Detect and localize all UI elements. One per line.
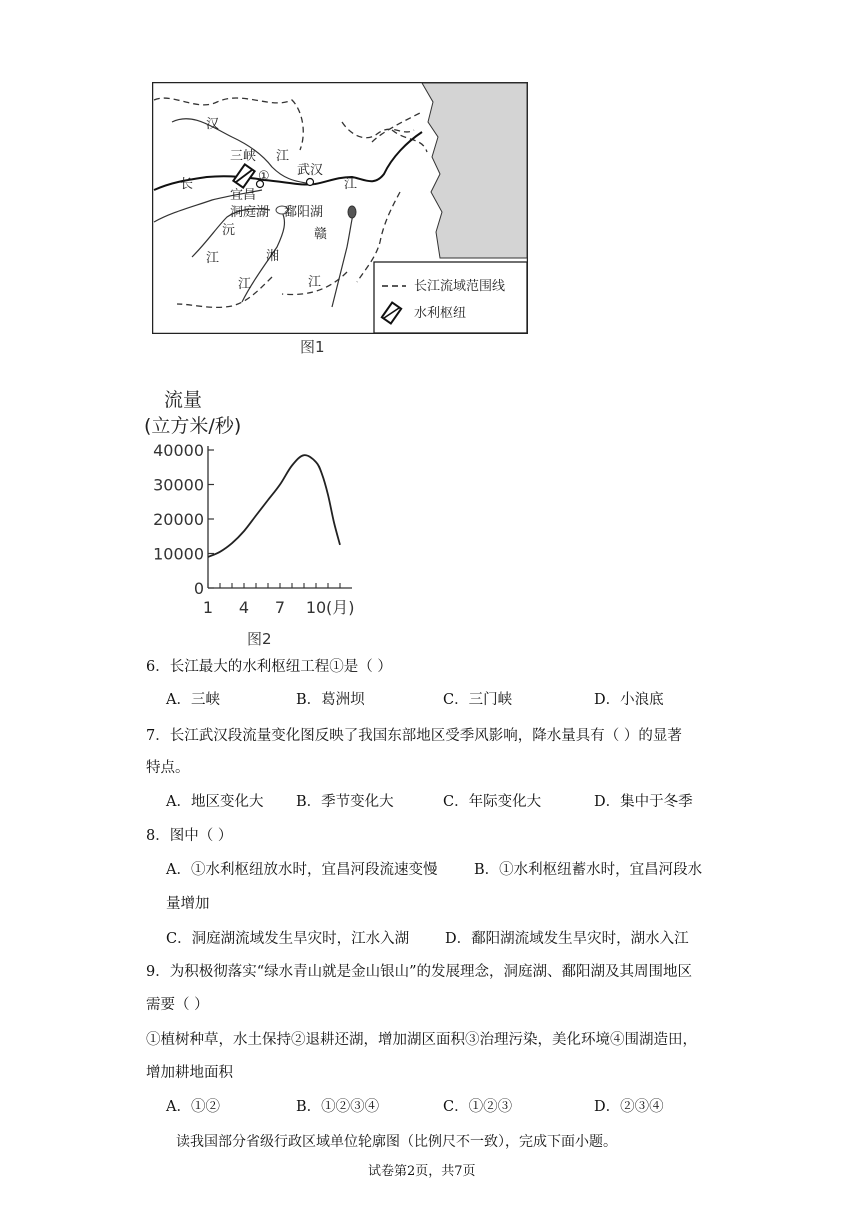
x-tick-label: 7 [274,598,286,617]
q7-option-c: C．年际变化大 [443,794,542,810]
y-tick-label: 40000 [153,441,204,460]
q8-option-b: B．①水利枢纽蓄水时，宜昌河段水 [474,862,703,878]
map-label: 江 [344,177,358,192]
map-label: 赣 [314,227,328,242]
map-label: 江 [276,149,290,164]
hub-number-label: ① [258,169,270,184]
q8-option-b-cont: 量增加 [166,896,210,912]
map-label: 三峡 [230,149,257,164]
x-tick-label: 4 [238,598,250,617]
figure2-label: 图2 [247,630,272,648]
y-tick-label: 10000 [153,544,204,564]
y-tick-label: 30000 [153,475,204,495]
page-footer: 试卷第2页，共7页 [368,1164,476,1179]
map-label: 长 [180,177,194,192]
question-9-detail: ①植树种草，水土保持②退耕还湖，增加湖区面积③治理污染，美化环境④围湖造田， [146,1032,697,1048]
legend-hub: 水利枢纽 [414,306,467,321]
question-9-stem-cont: 需要（ ） [146,997,209,1013]
question-9-stem: 9．为积极彻落实“绿水青山就是金山银山”的发展理念，洞庭湖、鄱阳湖及其周围地区 [146,964,693,980]
question-9-detail-cont: 增加耕地面积 [146,1065,233,1081]
q9-option-a: A．①② [166,1099,220,1115]
q8-option-d: D．鄱阳湖流域发生旱灾时，湖水入江 [445,931,689,947]
flow-line [208,455,340,557]
yangtze-basin-map [152,82,528,334]
question-6-stem: 6．长江最大的水利枢纽工程①是（ ） [146,659,392,675]
map-label: 湘 [266,249,280,264]
map-label: 洞庭湖 [230,205,270,220]
question-7-stem: 7．长江武汉段流量变化图反映了我国东部地区受季风影响，降水量具有（ ）的显著 [146,728,682,744]
q6-option-a: A．三峡 [166,692,220,708]
question-8-stem: 8．图中（ ） [146,828,233,844]
instruction-text: 读我国部分省级行政区域单位轮廓图（比例尺不一致），完成下面小题。 [176,1134,617,1150]
q9-option-d: D．②③④ [594,1099,664,1115]
chart-y-title-2: (立方米/秒) [144,415,242,437]
map-label: 江 [308,275,322,290]
q8-option-c: C．洞庭湖流域发生旱灾时，江水入湖 [166,931,410,947]
x-tick-label: 1 [202,598,214,617]
map-label: 沅 [222,223,236,238]
map-label: 江 [238,277,252,292]
legend-basin-boundary: 长江流域范围线 [414,279,506,294]
question-7-stem-cont: 特点。 [146,760,190,776]
map-label: 江 [206,251,220,266]
q7-option-a: A．地区变化大 [166,794,264,810]
y-tick-label: 20000 [153,510,204,529]
q6-option-d: D．小浪底 [594,692,664,708]
chart-y-title-1: 流量 [164,389,203,411]
map-label: 武汉 [297,163,324,178]
map-label: 鄱阳湖 [284,205,324,220]
map-label: 汉 [206,117,220,132]
q7-option-b: B．季节变化大 [296,794,394,810]
y-tick-label: 0 [193,579,204,598]
figure1-label: 图1 [300,338,325,356]
q6-option-b: B．葛洲坝 [296,692,365,708]
q6-option-c: C．三门峡 [443,692,513,708]
q7-option-d: D．集中于冬季 [594,794,693,810]
q9-option-c: C．①②③ [443,1099,513,1115]
q8-option-a: A．①水利枢纽放水时，宜昌河段流速变慢 [166,862,438,878]
x-tick-label: 10 [305,598,327,617]
x-unit-label: (月) [326,598,355,617]
flow-chart [140,438,380,628]
q9-option-b: B．①②③④ [296,1099,380,1115]
map-label: 宜昌 [230,188,257,203]
